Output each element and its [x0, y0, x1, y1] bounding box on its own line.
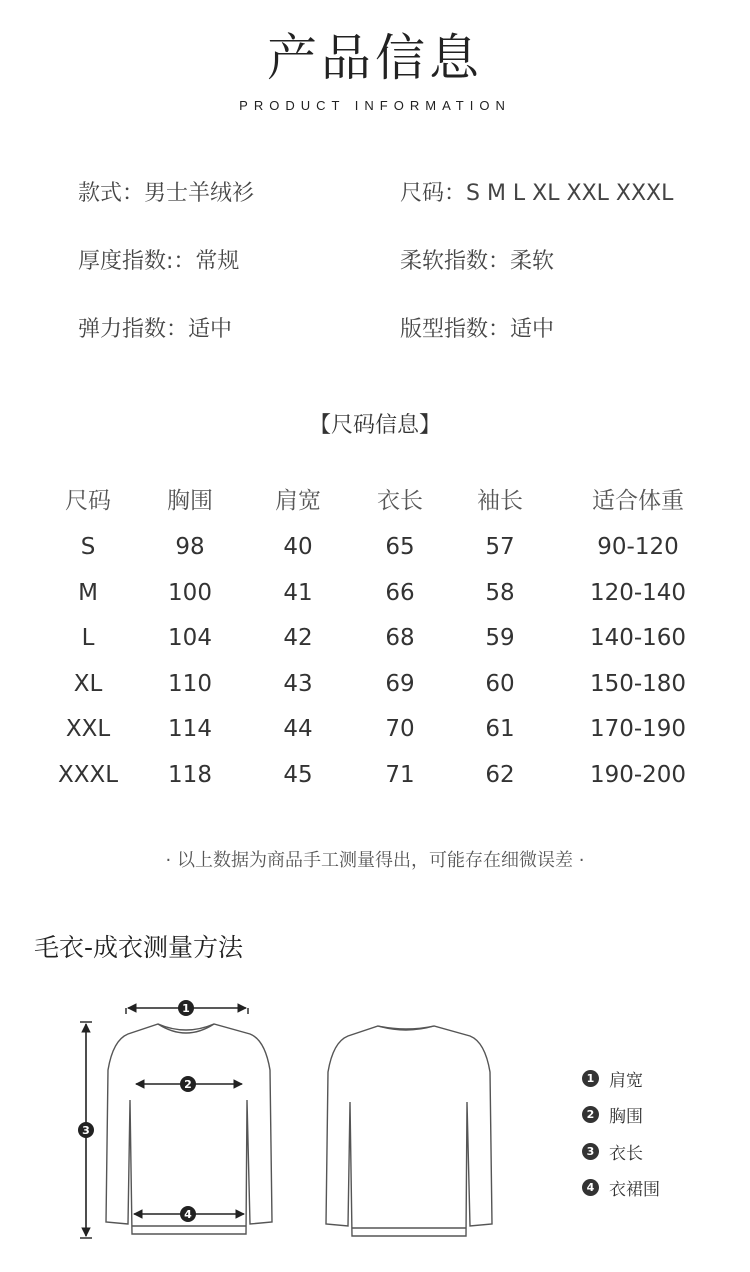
table-cell: XXXL	[57, 762, 119, 788]
legend-item-length	[582, 1139, 643, 1164]
marker-2	[180, 1076, 196, 1092]
table-cell: 43	[283, 671, 313, 697]
table-cell: 70	[385, 716, 415, 742]
legend-label: 衣长	[609, 1144, 643, 1164]
table-header-cell: 肩宽	[275, 488, 321, 514]
svg-text:2: 2	[184, 1078, 192, 1091]
table-cell: 114	[168, 716, 212, 742]
svg-text:1: 1	[182, 1002, 190, 1015]
table-cell: S	[80, 534, 96, 560]
legend-num: 3	[582, 1143, 599, 1160]
info-style: 款式：男士羊绒衫	[78, 181, 255, 206]
table-cell: 140-160	[589, 625, 687, 651]
table-cell: 65	[385, 534, 415, 560]
sweater-diagram	[60, 990, 520, 1250]
legend-item-hem	[582, 1175, 660, 1200]
info-softness: 柔软指数：柔软	[400, 249, 555, 274]
measurement-title: 毛衣-成衣测量方法	[34, 933, 244, 962]
table-header-cell: 尺码	[65, 488, 111, 514]
info-fit: 版型指数：适中	[400, 317, 555, 342]
table-cell: XL	[73, 671, 103, 697]
table-cell: 42	[283, 625, 313, 651]
legend-num: 1	[582, 1070, 599, 1087]
table-cell: 170-190	[589, 716, 687, 742]
sweater-front-outline	[106, 1024, 272, 1234]
table-cell: 58	[485, 580, 515, 606]
table-cell: L	[81, 625, 95, 651]
table-cell: 61	[485, 716, 515, 742]
table-cell: 68	[385, 625, 415, 651]
page-title: 产品信息	[267, 29, 483, 87]
table-cell: 110	[168, 671, 212, 697]
table-cell: 66	[385, 580, 415, 606]
table-cell: 98	[175, 534, 205, 560]
table-cell: 57	[485, 534, 515, 560]
table-cell: 120-140	[589, 580, 687, 606]
table-cell: 190-200	[589, 762, 687, 788]
table-cell: 90-120	[597, 534, 679, 560]
legend-item-shoulder	[582, 1066, 643, 1091]
size-section-heading: 【尺码信息】	[308, 413, 441, 438]
table-cell: 100	[168, 580, 212, 606]
legend-num: 4	[582, 1179, 599, 1196]
table-cell: XXL	[65, 716, 111, 742]
table-cell: 44	[283, 716, 313, 742]
legend-label: 肩宽	[609, 1071, 643, 1091]
measurement-note: · 以上数据为商品手工测量得出，可能存在细微误差 ·	[165, 850, 585, 871]
table-header-cell: 袖长	[477, 488, 523, 514]
table-cell: 59	[485, 625, 515, 651]
marker-4	[180, 1206, 196, 1222]
svg-text:4: 4	[184, 1208, 192, 1221]
info-thickness: 厚度指数:：常规	[78, 249, 240, 274]
table-header-cell: 胸围	[167, 488, 213, 514]
svg-text:3: 3	[82, 1124, 90, 1137]
table-header-cell: 衣长	[377, 488, 423, 514]
info-elasticity: 弹力指数：适中	[78, 317, 233, 342]
table-cell: 71	[385, 762, 415, 788]
table-cell: 69	[385, 671, 415, 697]
page-subtitle: PRODUCT INFORMATION	[239, 98, 511, 113]
table-header-cell: 适合体重	[592, 488, 684, 514]
legend-item-chest	[582, 1102, 643, 1127]
table-cell: 104	[168, 625, 212, 651]
table-cell: 41	[283, 580, 313, 606]
table-cell: 60	[485, 671, 515, 697]
legend-label: 衣裙围	[609, 1180, 660, 1200]
legend-label: 胸围	[609, 1107, 643, 1127]
info-sizes: 尺码：S M L XL XXL XXXL	[400, 181, 674, 206]
table-cell: M	[78, 580, 98, 606]
table-cell: 62	[485, 762, 515, 788]
table-cell: 40	[283, 534, 313, 560]
sweater-back-outline	[326, 1026, 492, 1236]
legend-num: 2	[582, 1106, 599, 1123]
table-cell: 118	[168, 762, 212, 788]
marker-3	[78, 1122, 94, 1138]
table-cell: 45	[283, 762, 313, 788]
marker-1	[178, 1000, 194, 1016]
table-cell: 150-180	[589, 671, 687, 697]
